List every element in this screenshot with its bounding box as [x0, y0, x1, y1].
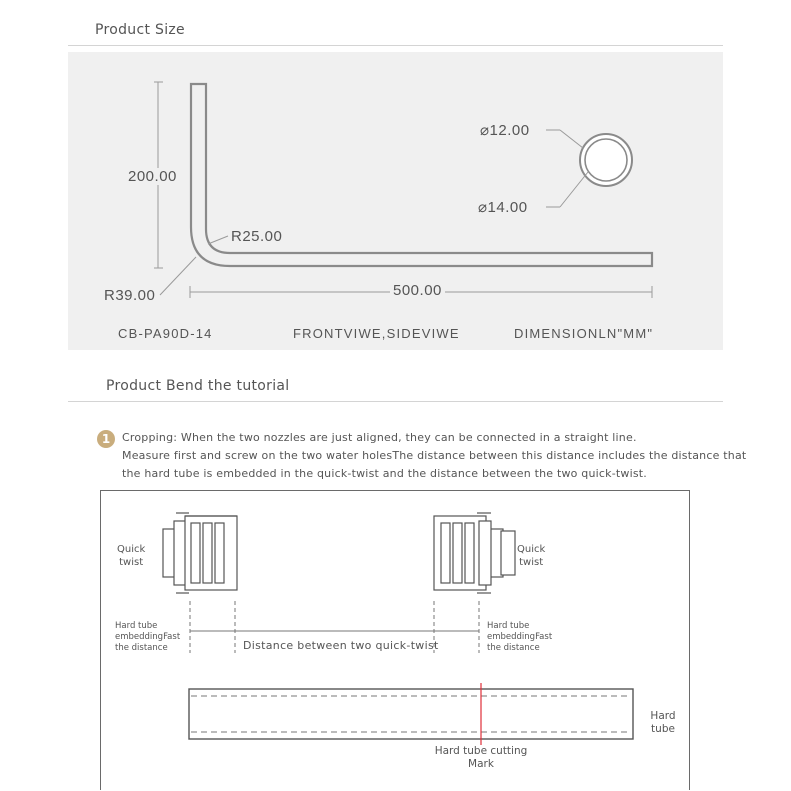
- step-line-3: the hard tube is embedded in the quick-twist and the distance between the two quick-twist.: [122, 467, 648, 480]
- section-title-bend-tutorial: Product Bend the tutorial: [106, 378, 290, 394]
- step-line-2: Measure first and screw on the two water holesThe distance between this distance includes the distance that: [122, 449, 747, 462]
- distance-label: Distance between two quick-twist: [243, 639, 439, 652]
- left-quick-twist-label: Quick twist: [117, 544, 146, 568]
- section-divider: [68, 45, 723, 46]
- section-divider: [68, 401, 723, 402]
- step-instructions: [122, 429, 746, 483]
- views-caption: FRONTVIWE,SIDEVIWE: [293, 326, 460, 341]
- section-title-product-size: Product Size: [95, 22, 185, 38]
- length-label: 500.00: [390, 282, 445, 299]
- left-embedding-label: Hard tube embeddingFast the distance: [115, 621, 181, 653]
- inner-diameter-label: ⌀12.00: [480, 122, 530, 139]
- right-embedding-label: Hard tube embeddingFast the distance: [487, 621, 553, 653]
- right-quick-twist-label: Quick twist: [517, 544, 546, 568]
- size-drawing: [68, 52, 723, 350]
- outer-radius-leader: [160, 257, 196, 295]
- inner-radius-leader: [208, 236, 228, 244]
- left-quick-twist-fitting: [163, 513, 237, 593]
- model-caption: CB-PA90D-14: [118, 326, 213, 341]
- outer-radius-label: R39.00: [104, 287, 156, 304]
- cutting-mark-label: Hard tube cutting Mark: [434, 745, 528, 770]
- step-number-badge: 1: [97, 430, 115, 448]
- step-line-1: Cropping: When the two nozzles are just aligned, they can be connected in a straight line.: [122, 431, 637, 444]
- height-label: 200.00: [128, 168, 177, 185]
- units-caption: DIMENSIONLN"MM": [514, 326, 654, 341]
- right-quick-twist-fitting: [434, 513, 515, 593]
- bend-diagram-frame: [100, 490, 690, 790]
- product-size-panel: [68, 52, 723, 350]
- outer-diameter-label: ⌀14.00: [478, 199, 528, 216]
- tube-cross-section-inner: [585, 139, 627, 181]
- hard-tube-label: Hard tube: [650, 710, 676, 735]
- inner-radius-label: R25.00: [231, 228, 283, 245]
